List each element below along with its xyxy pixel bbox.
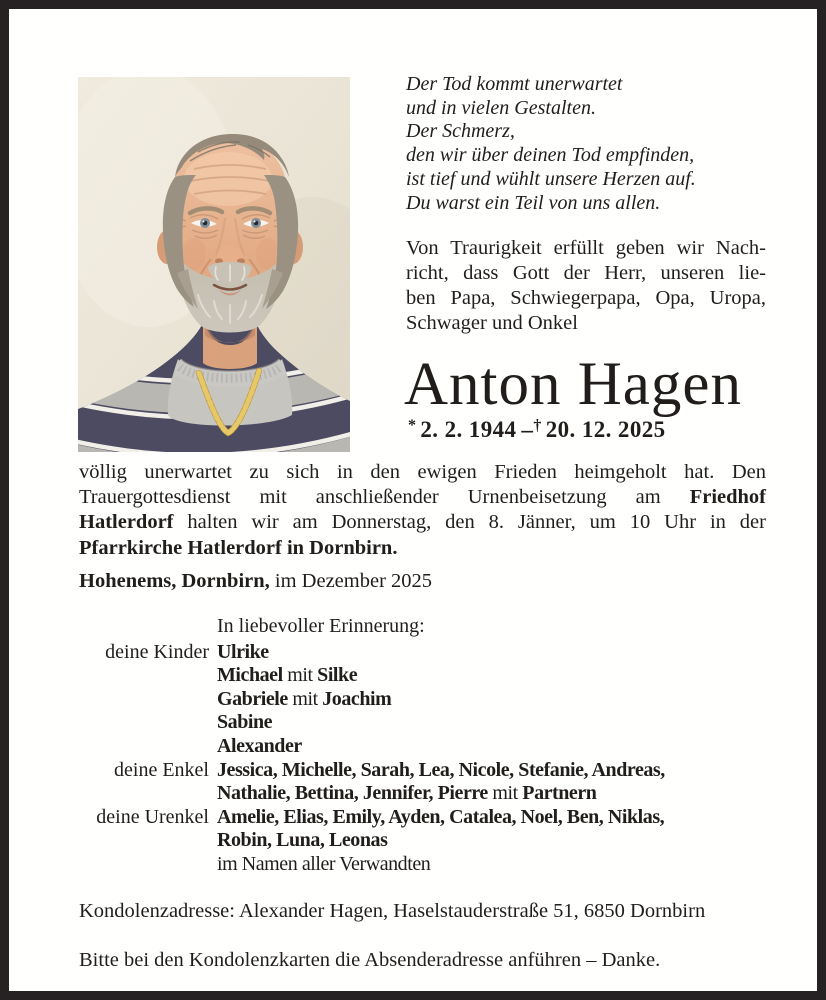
deceased-name: Anton Hagen xyxy=(404,351,742,418)
family-row-label xyxy=(79,853,209,877)
death-symbol: † xyxy=(533,417,542,434)
poem-line: und in vielen Gestalten. xyxy=(406,96,596,119)
poem-line: Der Schmerz, xyxy=(406,120,515,143)
family-row-label: deine Urenkel xyxy=(96,805,209,828)
family-row-names: Robin, Luna, Leonas xyxy=(217,829,388,852)
announcement-line: ben Papa, Schwiegerpapa, Opa, Uropa, xyxy=(406,287,766,309)
family-row xyxy=(79,688,769,712)
announcement-line: Von Traurigkeit erfüllt geben wir Nach- xyxy=(406,237,766,259)
funeral-line: Hatlerdorf halten wir am Donnerstag, den 8. Jänner, um 10 Uhr in der xyxy=(79,511,766,534)
family-row-names: Alexander xyxy=(217,734,302,757)
family-row xyxy=(79,806,769,830)
funeral-line: völlig unerwartet zu sich in den ewigen Frieden heimgeholt hat. Den xyxy=(79,461,766,483)
family-row-names: Sabine xyxy=(217,711,273,734)
family-row-names: Gabriele mit Joachim xyxy=(217,687,392,710)
family-row xyxy=(79,829,769,853)
family-row xyxy=(79,711,769,735)
family-row-names: Ulrike xyxy=(217,640,269,663)
poem-line: Du warst ein Teil von uns allen. xyxy=(406,191,661,214)
announcement-line: Schwager und Onkel xyxy=(406,312,578,334)
funeral-line: Pfarrkirche Hatlerdorf in Dornbirn. xyxy=(79,536,398,559)
birth-date: 2. 2. 1944 xyxy=(420,417,517,442)
death-announcement xyxy=(406,236,766,336)
birth-symbol: * xyxy=(408,417,417,434)
dates-separator: – xyxy=(521,417,534,442)
portrait-photo xyxy=(78,77,350,452)
family-row-label xyxy=(79,782,209,806)
condolence-address: Kondolenzadresse: Alexander Hagen, Haselstauderstraße 51, 6850 Dornbirn xyxy=(79,900,706,922)
poem-line: den wir über deinen Tod empfinden, xyxy=(406,144,695,167)
family-row-names: Michael mit Silke xyxy=(217,664,358,687)
memorial-heading: In liebevoller Erinnerung: xyxy=(217,615,425,637)
family-row xyxy=(79,641,769,665)
family-row-label xyxy=(79,735,209,759)
family-row-label: deine Kinder xyxy=(105,640,209,663)
funeral-line: Trauergottesdienst mit anschließender Urnenbeisetzung am Friedhof xyxy=(79,486,766,509)
family-row-label xyxy=(79,711,209,735)
family-row-label xyxy=(79,688,209,712)
life-dates xyxy=(408,417,666,443)
family-row xyxy=(79,759,769,783)
family-row xyxy=(79,853,769,877)
family-row xyxy=(79,664,769,688)
family-row-names: Nathalie, Bettina, Jennifer, Pierre mit Partnern xyxy=(217,782,597,805)
funeral-details xyxy=(79,460,766,561)
family-section xyxy=(79,615,769,877)
family-row-label xyxy=(79,829,209,853)
family-row xyxy=(79,735,769,759)
place-dateline: Hohenems, Dornbirn, im Dezember 2025 xyxy=(79,570,433,592)
memorial-poem xyxy=(406,73,768,215)
poem-line: ist tief und wühlt unsere Herzen auf. xyxy=(406,167,696,190)
family-row-names: Jessica, Michelle, Sarah, Lea, Nicole, Stefanie, Andreas, xyxy=(217,758,665,781)
family-row-label xyxy=(79,664,209,688)
condolence-note: Bitte bei den Kondolenzkarten die Absenderadresse anführen – Danke. xyxy=(79,949,661,971)
family-row-names: Amelie, Elias, Emily, Ayden, Catalea, Noel, Ben, Niklas, xyxy=(217,805,665,828)
portrait-illustration xyxy=(78,77,350,452)
death-date: 20. 12. 2025 xyxy=(545,417,666,442)
family-row-names: im Namen aller Verwandten xyxy=(217,852,431,875)
family-row xyxy=(79,782,769,806)
announcement-line: richt, dass Gott der Herr, unseren lie- xyxy=(406,262,766,284)
poem-line: Der Tod kommt unerwartet xyxy=(406,73,623,95)
family-row-label: deine Enkel xyxy=(114,758,209,781)
